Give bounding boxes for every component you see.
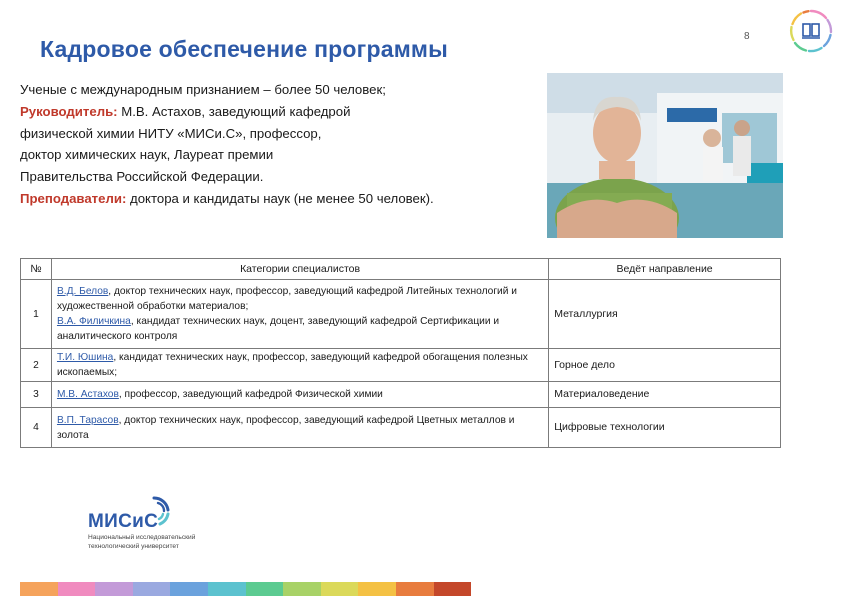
row-category (51, 349, 548, 382)
row-direction: Цифровые технологии (549, 408, 781, 448)
row-direction: Горное дело (549, 349, 781, 382)
header-num: № (21, 259, 52, 280)
book-icon (788, 8, 834, 54)
misis-subtitle-line2: технологический университет (88, 542, 179, 550)
intro-text (20, 79, 540, 210)
intro-line-leader (20, 101, 540, 123)
row-category (51, 280, 548, 349)
teachers-text: доктора и кандидаты наук (не менее 50 человек). (126, 190, 434, 206)
color-strip-segment (434, 582, 472, 596)
color-strip-segment (20, 582, 58, 596)
color-strip-segment (246, 582, 284, 596)
page-title: Кадровое обеспечение программы (40, 36, 448, 62)
row-num: 2 (21, 349, 52, 382)
misis-logo-subtitle (88, 534, 195, 551)
page-number: 8 (744, 31, 750, 42)
misis-logo-name: МИСиС (88, 511, 159, 532)
misis-subtitle-line1: Национальный исследовательский (88, 534, 196, 541)
teachers-label: Преподаватели: (20, 190, 127, 206)
person-name: М.В. Астахов (56, 389, 119, 400)
leader-label: Руководитель: (20, 103, 118, 119)
table-row (21, 382, 781, 408)
intro-line-3: физической химии НИТУ «МИСи.С», профессор, (20, 125, 322, 141)
table-row (21, 408, 781, 448)
color-strip-segment (283, 582, 321, 596)
intro-line-5: Правительства Российской Федерации. (20, 169, 264, 185)
person-desc: , доктор технических наук, профессор, заведующий кафедрой Цветных металлов и золота (56, 414, 515, 441)
row-num: 1 (21, 280, 52, 349)
person-desc: , доктор технических наук, профессор, заведующий кафедрой Литейных технологий и художественной обработки материалов; (56, 286, 517, 312)
color-strip-segment (95, 582, 133, 596)
color-strip-segment (170, 582, 208, 596)
person-name: В.Д. Белов (56, 286, 109, 297)
person-desc: , кандидат технических наук, профессор, заведующий кафедрой обогащения полезных ископаемых; (56, 352, 528, 378)
row-num: 4 (21, 408, 52, 448)
color-strip-segment (208, 582, 246, 596)
color-strip-segment (358, 582, 396, 596)
person-desc: , профессор, заведующий кафедрой Физической химии (118, 389, 383, 400)
intro-line-4: доктор химических наук, Лауреат премии (20, 147, 274, 163)
row-direction: Металлургия (549, 280, 781, 349)
intro-line-scientists: Ученые с международным признанием – более 50 человек; (20, 82, 386, 97)
row-category (51, 408, 548, 448)
leader-text: М.В. Астахов, заведующий кафедрой (117, 103, 351, 119)
color-strip-segment (133, 582, 171, 596)
color-strip-segment (321, 582, 359, 596)
row-category (51, 382, 548, 408)
intro-line-teachers (20, 188, 540, 210)
header-category: Категории специалистов (51, 259, 548, 280)
color-strip-segment (396, 582, 434, 596)
row-direction: Материаловедение (549, 382, 781, 408)
person-name: Т.И. Юшина (56, 352, 114, 363)
color-strip-segment (58, 582, 96, 596)
person-photo (547, 73, 783, 238)
header-direction: Ведёт направление (549, 259, 781, 280)
person-desc: , кандидат технических наук, доцент, заведующий кафедрой Сертификации и аналитического контроля (56, 316, 500, 342)
row-num: 3 (21, 382, 52, 408)
person-name: В.П. Тарасов (56, 414, 119, 426)
table-row (21, 349, 781, 382)
staff-table (20, 258, 781, 448)
table-row (21, 280, 781, 349)
person-name: В.А. Филичкина (56, 316, 131, 327)
color-strip (20, 582, 471, 596)
table-header-row (21, 259, 781, 280)
